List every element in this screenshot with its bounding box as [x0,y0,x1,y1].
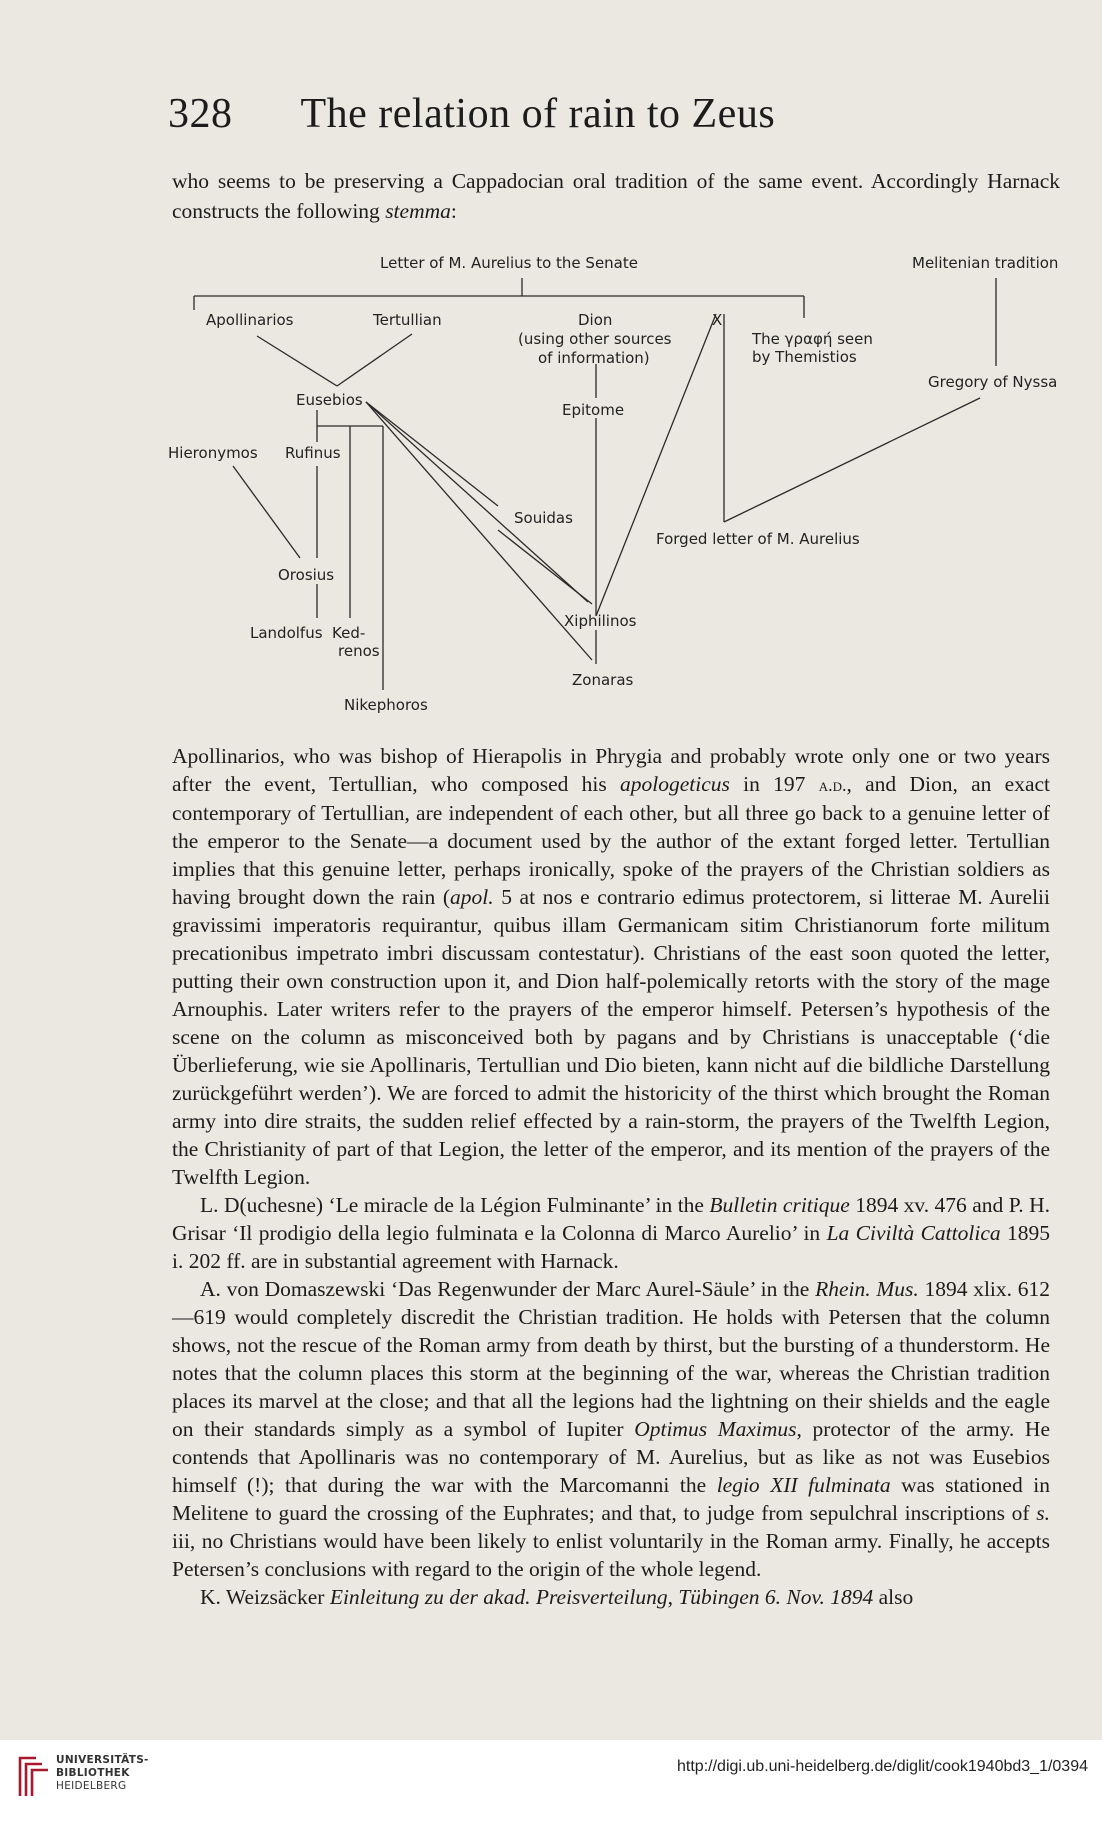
p3-text-c: , protector of the army. He contends that Apollinaris was no contemporary of M. Aurelius, but as like as not was Eusebios himself (!); that during the war with the Marcomanni the [172,1417,1050,1497]
stemma-rufinus: Rufinus [285,444,341,462]
p1-italic-2: apol. [450,885,494,909]
stemma-hieronymos: Hieronymos [168,444,258,462]
running-head [168,90,1068,138]
p3-italic-3: legio XII fulminata [716,1473,891,1497]
p2-text-b: 1894 xv. 476 and P. H. Grisar ‘Il prodigio della legio fulminata e la Colonna di Marco Aurelio’ in [172,1193,1050,1245]
page-number: 328 [168,91,233,137]
intro-text: who seems to be preserving a Cappadocian oral tradition of the same event. Accordingly Harnack constructs the following [172,169,1060,223]
paragraph-4 [172,1583,1050,1611]
p4-italic-2: Tübingen 6. Nov. 1894 [678,1585,874,1609]
stemma-diagram [0,240,1102,720]
p2-text-a: L. D(uchesne) ‘Le miracle de la Légion Fulminante’ in the [200,1193,710,1217]
p1-text-c: , and Dion, an exact contemporary of Tertullian, are independent of each other, but all three go back to a genuine letter of the emperor to the Senate—a document used by the author of the extant forged letter. Tertullian implies that this genuine letter, perhaps ironically, spoke of the prayers of the Christian soldiers as having brought down the rain ( [172,772,1051,909]
stemma-letter: Letter of M. Aurelius to the Senate [380,254,638,272]
stemma-melitenian: Melitenian tradition [912,254,1059,272]
p3-italic-1: Rhein. Mus. [815,1277,919,1301]
stemma-grapha-2: by Themistios [752,348,857,366]
stemma-souidas: Souidas [514,509,573,527]
p3-italic-2: Optimus Maximus [634,1417,797,1441]
stemma-x: X [712,311,723,329]
stemma-tertullian: Tertullian [373,311,442,329]
logo-line-2: BIBLIOTHEK [56,1767,130,1779]
p1-text-b: in 197 [729,772,819,796]
library-logo-icon [16,1750,50,1798]
paragraph-3 [172,1275,1050,1583]
p4-italic-1: Einleitung zu der akad. Preisverteilung [329,1585,668,1609]
stemma-dion-note-2: of information) [538,349,650,367]
stemma-dion: Dion [578,311,613,329]
p3-italic-4: s. [1036,1501,1050,1525]
stemma-xiphilinos: Xiphilinos [564,612,637,630]
library-logo-text [56,1754,149,1793]
p2-italic-1: Bulletin critique [709,1193,850,1217]
p4-text-c: also [873,1585,914,1609]
p1-text-a: Apollinarios, who was bishop of Hierapolis in Phrygia and probably wrote only one or two years after the event, Tertullian, who composed his [172,744,1050,796]
p1-text-d: 5 at nos e contrario edimus protectorem, si litterae M. Aurelii gravissimi imperatoris requirantur, quibus illam Germanicam sitim Christianorum forte militum precationibus impetrato imbri discussam contestatur). Christians of the east soon quoted the letter, putting their own construction upon it, and Dion half-polemically retorts with the story of the mage Arnouphis. Later writers refer to the prayers of the emperor himself. Petersen’s hypothesis of the scene on the column as misconceived both by pagans and by Christians is unacceptable (‘die Überlieferung, wie sie Apollinaris, Tertullian und Dio bieten, kann nicht auf die bildliche Darstellung zurückgeführt werden’). We are forced to admit the historicity of the thirst which brought the Roman army into dire straits, the sudden relief effected by a rain-storm, the prayers of the Twelfth Legion, the Christianity of part of that Legion, the letter of the emperor, and its mention of the prayers of the Twelfth Legion. [172,885,1050,1189]
p2-italic-2: La Civiltà Cattolica [826,1221,1001,1245]
p2-text-c: 1895 i. 202 ff. are in substantial agreement with Harnack. [172,1221,1050,1273]
stemma-kedrenos-1: Ked- [332,624,366,642]
p3-text-b: 1894 xlix. 612—619 would completely discredit the Christian tradition. He holds with Petersen that the column shows, not the rescue of the Roman army from death by thirst, but the bursting of a thunderstorm. He notes that the column places this storm at the beginning of the war, whereas the Christian tradition places its marvel at the close; and that all the legions had the lightning on their shields and the eagle on their standards simply as a symbol of Iupiter [172,1277,1050,1441]
p3-text-e: iii, no Christians would have been likely to enlist voluntarily in the Roman army. Finally, he accepts Petersen’s conclusions with regard to the origin of the whole legend. [172,1529,1050,1581]
body-text [172,742,1050,1611]
p1-ad: a.d. [818,775,847,795]
stemma-landolfus: Landolfus [250,624,323,642]
p4-text-a: K. Weizsäcker [200,1585,330,1609]
intro-after: : [450,199,457,223]
p3-text-a: A. von Domaszewski ‘Das Regenwunder der Marc Aurel-Säule’ in the [200,1277,816,1301]
logo-line-1: UNIVERSITÄTS- [56,1754,149,1766]
p4-text-b: , [667,1585,679,1609]
paragraph-1 [172,742,1050,1191]
stemma-forged: Forged letter of M. Aurelius [656,530,860,548]
stemma-nikephoros: Nikephoros [344,696,428,714]
stemma-epitome: Epitome [562,401,625,419]
p3-text-d: was stationed in Melitene to guard the crossing of the Euphrates; and that, to judge from sepulchral inscriptions of [172,1473,1050,1525]
intro-italic: stemma [385,199,451,223]
stemma-apollinarios: Apollinarios [206,311,294,329]
stemma-kedrenos-2: renos [338,642,380,660]
stemma-eusebios: Eusebios [296,391,363,409]
page-url[interactable]: http://digi.ub.uni-heidelberg.de/diglit/cook1940bd3_1/0394 [677,1758,1088,1775]
logo-line-3: HEIDELBERG [56,1780,127,1792]
page-title: The relation of rain to Zeus [300,91,776,137]
footer-bar [0,1740,1102,1821]
stemma-grapha-1: The γραφή seen [752,330,873,348]
stemma-dion-note-1: (using other sources [518,330,672,348]
stemma-zonaras: Zonaras [572,671,634,689]
p1-italic-1: apologeticus [620,772,730,796]
paragraph-2 [172,1191,1050,1275]
intro-paragraph [172,166,1060,226]
stemma-orosius: Orosius [278,566,335,584]
stemma-gregory: Gregory of Nyssa [928,373,1058,391]
